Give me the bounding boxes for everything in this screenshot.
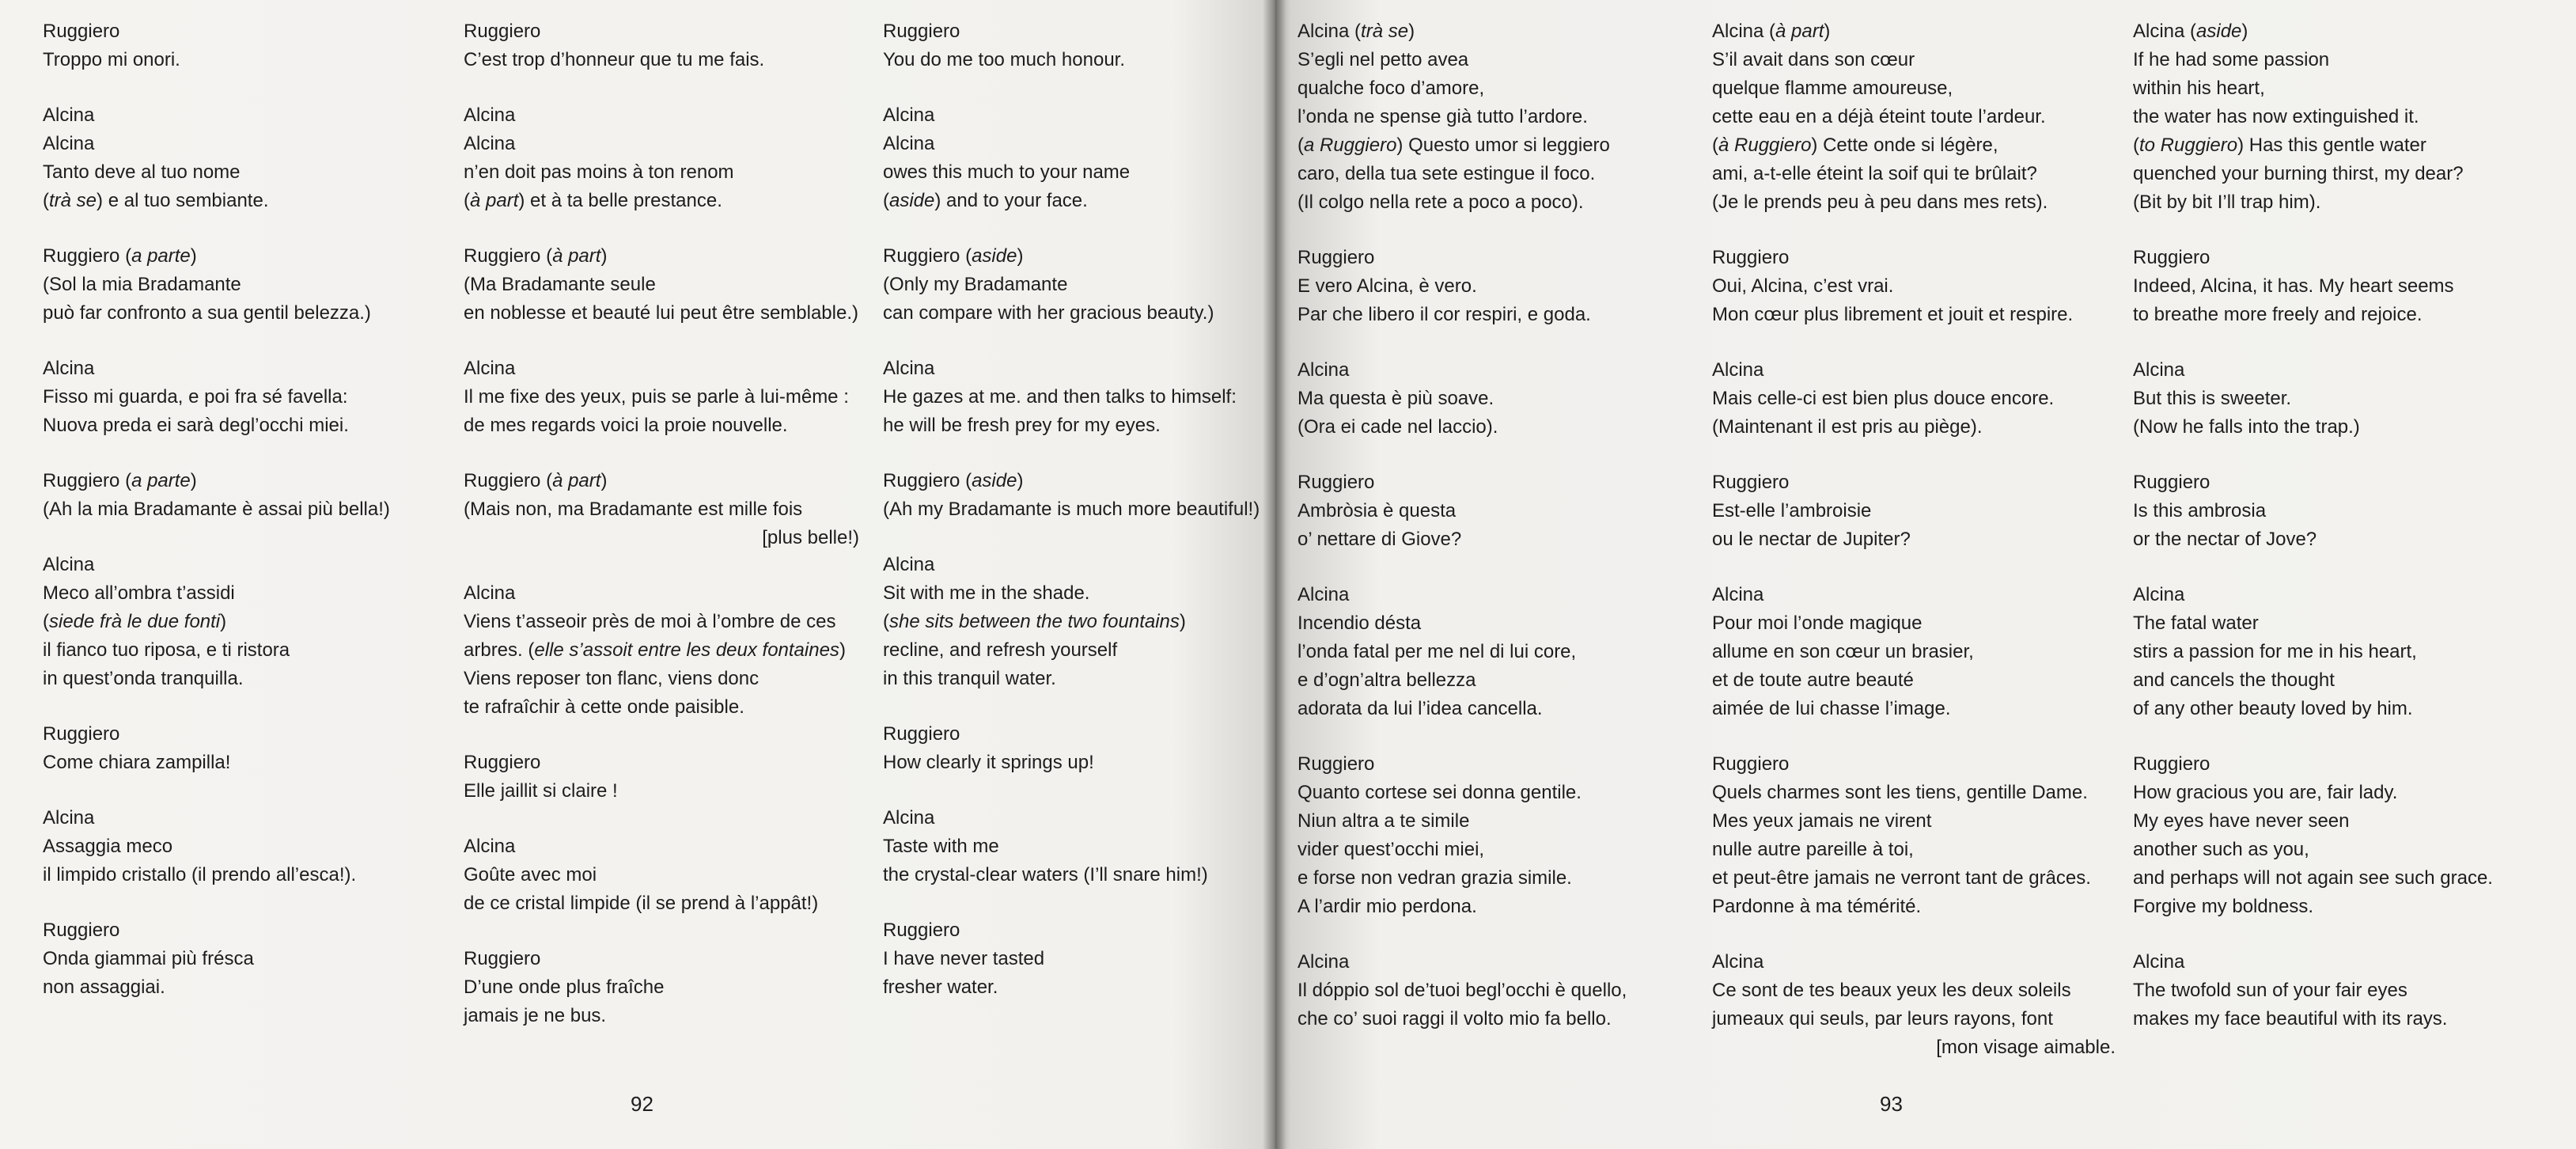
verse-line: Taste with me (883, 836, 999, 857)
verse-line: jamais je ne bus. (464, 1005, 607, 1026)
verse-line: Il me fixe des yeux, puis se parle à lui-même : (464, 386, 849, 408)
speaker-name: Alcina (2133, 951, 2185, 973)
speaker-name: Alcina (883, 807, 935, 829)
verse-line: nulle autre pareille à toi, (1712, 839, 1914, 860)
dialogue-block (43, 17, 446, 74)
verse-line: (to Ruggiero) Has this gentle water (2133, 135, 2426, 156)
verse-line: The fatal water (2133, 612, 2259, 634)
verse-line: He gazes at me. and then talks to himself: (883, 386, 1237, 408)
speaker-name: Ruggiero (1297, 247, 1375, 268)
verse-line: e forse non vedran grazia simile. (1297, 867, 1572, 889)
verse-line: But this is sweeter. (2133, 388, 2292, 409)
verse-line: Quels charmes sont les tiens, gentille Dame. (1712, 782, 2088, 803)
verse-line: or the nectar of Jove? (2133, 529, 2317, 550)
verse-line: Meco all’ombra t’assidi (43, 582, 235, 604)
speaker-name: Ruggiero (a parte) (43, 245, 197, 267)
verse-line: (aside) and to your face. (883, 190, 1088, 211)
dialogue-block (1297, 356, 1693, 442)
verse-line: Forgive my boldness. (2133, 896, 2314, 917)
dialogue-block (1712, 17, 2116, 217)
column-italian-right (1297, 17, 1693, 1060)
verse-line: de ce cristal limpide (il se prend à l’appât!) (464, 893, 819, 914)
verse-line: te rafraîchir à cette onde paisible. (464, 696, 744, 718)
dialogue-block (464, 467, 859, 552)
verse-line: in quest’onda tranquilla. (43, 668, 244, 689)
verse-line: non assaggiai. (43, 976, 165, 998)
page-number-right: 93 (1880, 1092, 1903, 1116)
verse-line: ou le nectar de Jupiter? (1712, 529, 1911, 550)
speaker-name: Ruggiero (2133, 472, 2210, 493)
dialogue-block (883, 804, 1263, 889)
verse-line: recline, and refresh yourself (883, 639, 1118, 661)
verse-line: l’onda ne spense già tutto l’ardore. (1297, 106, 1588, 127)
speaker-name: Alcina (1712, 584, 1764, 605)
verse-line: vider quest’occhi miei, (1297, 839, 1485, 860)
speaker-name: Ruggiero (à part) (464, 245, 608, 267)
speaker-name: Alcina (1297, 584, 1350, 605)
dialogue-block (883, 355, 1263, 440)
dialogue-block (464, 832, 859, 918)
speaker-name: Alcina (883, 104, 935, 126)
verse-line: The twofold sun of your fair eyes (2133, 980, 2407, 1001)
verse-line: il limpido cristallo (il prendo all’esca!). (43, 864, 357, 885)
verse-line: (Mais non, ma Bradamante est mille fois (464, 499, 803, 520)
speaker-name: Ruggiero (464, 948, 541, 969)
speaker-name: Alcina (trà se) (1297, 21, 1415, 42)
verse-line: E vero Alcina, è vero. (1297, 275, 1477, 297)
verse-line: and cancels the thought (2133, 669, 2335, 691)
verse-line: Tanto deve al tuo nome (43, 161, 241, 183)
verse-line: Est-elle l’ambroisie (1712, 500, 1872, 521)
dialogue-block (43, 916, 446, 1002)
verse-line: adorata da lui l’idea cancella. (1297, 698, 1543, 719)
verse-line: Onda giammai più fréscа (43, 948, 254, 969)
verse-line: D’une onde plus fraîche (464, 976, 665, 998)
verse-line: Pour moi l’onde magique (1712, 612, 1923, 634)
verse-line: You do me too much honour. (883, 49, 1125, 70)
verse-line: I have never tasted (883, 948, 1045, 969)
verse-line: (Maintenant il est pris au piège). (1712, 416, 1983, 438)
dialogue-block (464, 242, 859, 328)
dialogue-block (464, 17, 859, 74)
verse-line: the water has now extinguished it. (2133, 106, 2419, 127)
verse-line: Alcina (883, 133, 935, 154)
speaker-name: Ruggiero (à part) (464, 470, 608, 491)
verse-line: allume en son cœur un brasier, (1712, 641, 1974, 662)
speaker-name: Ruggiero (464, 21, 541, 42)
dialogue-block (1297, 581, 1693, 723)
dialogue-block (1297, 244, 1693, 329)
speaker-name: Alcina (43, 807, 95, 829)
speaker-name: Ruggiero (1297, 753, 1375, 775)
speaker-name: Ruggiero (1297, 472, 1375, 493)
verse-line: Ma questa è più soave. (1297, 388, 1494, 409)
verse-line: n’en doit pas moins à ton renom (464, 161, 734, 183)
verse-line: (Ah my Bradamante is much more beautiful!) (883, 499, 1260, 520)
verse-line: et peut-être jamais ne verront tant de grâces. (1712, 867, 2091, 889)
dialogue-block (43, 720, 446, 777)
verse-line: Mes yeux jamais ne virent (1712, 810, 1932, 832)
verse-line: can compare with her gracious beauty.) (883, 302, 1214, 324)
verse-line: A l’ardir mio perdona. (1297, 896, 1477, 917)
verse-line: the crystal-clear waters (I’ll snare him!) (883, 864, 1208, 885)
verse-line: of any other beauty loved by him. (2133, 698, 2413, 719)
dialogue-block (43, 242, 446, 328)
verse-line: (siede frà le due fonti) (43, 611, 227, 632)
speaker-name: Alcina (464, 836, 516, 857)
verse-line: Il dóppio sol de’tuoi begl’occhi è quello, (1297, 980, 1627, 1001)
dialogue-block (2133, 581, 2544, 723)
dialogue-block (2133, 244, 2544, 329)
speaker-name: Alcina (464, 582, 516, 604)
verse-line: (Ora ei cade nel laccio). (1297, 416, 1498, 438)
verse-line: ami, a-t-elle éteint la soif qui te brûlait? (1712, 163, 2037, 184)
verse-line: (Il colgo nella rete a poco a poco). (1297, 192, 1584, 213)
verse-line: within his heart, (2133, 78, 2265, 99)
column-english-left (883, 17, 1263, 1029)
verse-line: If he had some passion (2133, 49, 2330, 70)
verse-line: Niun altra a te simile (1297, 810, 1470, 832)
dialogue-block (883, 467, 1263, 524)
verse-line: de mes regards voici la proie nouvelle. (464, 415, 788, 436)
verse-line: qualche foco d’amore, (1297, 78, 1485, 99)
dialogue-block (883, 720, 1263, 777)
verse-line: Oui, Alcina, c’est vrai. (1712, 275, 1894, 297)
speaker-name: Ruggiero (883, 920, 960, 941)
verse-line: (Now he falls into the trap.) (2133, 416, 2360, 438)
column-french-right (1712, 17, 2116, 1089)
verse-line: Is this ambrosia (2133, 500, 2267, 521)
speaker-name: Ruggiero (2133, 753, 2210, 775)
verse-line: owes this much to your name (883, 161, 1131, 183)
speaker-name: Alcina (464, 358, 516, 379)
verse-line: [mon visage aimable. (1936, 1037, 2116, 1058)
verse-line: Quanto cortese sei donna gentile. (1297, 782, 1582, 803)
verse-line: Assaggia meco (43, 836, 173, 857)
verse-line: he will be fresh prey for my eyes. (883, 415, 1161, 436)
verse-line: (Ma Bradamante seule (464, 274, 656, 295)
dialogue-block (2133, 356, 2544, 442)
verse-line: [plus belle!) (762, 527, 859, 548)
verse-line: Mon cœur plus librement et jouit et respire. (1712, 304, 2074, 325)
verse-line: arbres. (elle s’assoit entre les deux fontaines) (464, 639, 846, 661)
verse-line: Elle jaillit si claire ! (464, 780, 618, 802)
verse-line: Nuova preda ei sarà degl’occhi miei. (43, 415, 349, 436)
dialogue-block (2133, 948, 2544, 1033)
dialogue-block (1297, 948, 1693, 1033)
dialogue-block (2133, 468, 2544, 554)
verse-line: o’ nettare di Giove? (1297, 529, 1462, 550)
verse-line: Alcina (464, 133, 516, 154)
dialogue-block (1712, 750, 2116, 921)
verse-line: S’il avait dans son cœur (1712, 49, 1915, 70)
dialogue-block (464, 101, 859, 215)
verse-line: jumeaux qui seuls, par leurs rayons, font (1712, 1008, 2053, 1030)
speaker-name: Alcina (à part) (1712, 21, 1831, 42)
verse-line: (Only my Bradamante (883, 274, 1068, 295)
speaker-name: Ruggiero (883, 21, 960, 42)
speaker-name: Ruggiero (a parte) (43, 470, 197, 491)
book-gutter (1263, 0, 1286, 1149)
speaker-name: Ruggiero (1712, 247, 1790, 268)
verse-line: Sit with me in the shade. (883, 582, 1090, 604)
speaker-name: Ruggiero (883, 723, 960, 745)
verse-line: (Bit by bit I’ll trap him). (2133, 192, 2321, 213)
verse-line: (à Ruggiero) Cette onde si légère, (1712, 135, 1998, 156)
verse-line: (Sol la mia Bradamante (43, 274, 241, 295)
verse-line: e d’ogn’altra bellezza (1297, 669, 1476, 691)
speaker-name: Alcina (2133, 359, 2185, 381)
verse-line: (she sits between the two fountains) (883, 611, 1186, 632)
verse-line: che co’ suoi raggi il volto mio fa bello. (1297, 1008, 1612, 1030)
verse-line: il fianco tuo riposa, e ti ristora (43, 639, 290, 661)
dialogue-block (2133, 750, 2544, 921)
verse-line: cette eau en a déjà éteint toute l’ardeur. (1712, 106, 2046, 127)
speaker-name: Alcina (1297, 359, 1350, 381)
dialogue-block (464, 945, 859, 1030)
speaker-name: Ruggiero (1712, 472, 1790, 493)
verse-line: Viens reposer ton flanc, viens donc (464, 668, 760, 689)
column-english-right (2133, 17, 2544, 1060)
dialogue-block (43, 101, 446, 215)
verse-line: C’est trop d’honneur que tu me fais. (464, 49, 765, 70)
dialogue-block (464, 749, 859, 806)
dialogue-block (883, 101, 1263, 215)
speaker-name: Ruggiero (43, 723, 120, 745)
speaker-name: Alcina (43, 104, 95, 126)
speaker-name: Ruggiero (aside) (883, 470, 1024, 491)
speaker-name: Ruggiero (464, 752, 541, 773)
verse-line: in this tranquil water. (883, 668, 1056, 689)
verse-line: My eyes have never seen (2133, 810, 2350, 832)
verse-line: l’onda fatal per me nel di lui core, (1297, 641, 1577, 662)
verse-line: Par che libero il cor respiri, e goda. (1297, 304, 1591, 325)
verse-line: (trà se) e al tuo sembiante. (43, 190, 269, 211)
column-italian-left (43, 17, 446, 1029)
speaker-name: Ruggiero (43, 920, 120, 941)
dialogue-block (883, 551, 1263, 693)
speaker-name: Ruggiero (43, 21, 120, 42)
speaker-name: Ruggiero (2133, 247, 2210, 268)
speaker-name: Alcina (464, 104, 516, 126)
dialogue-block (1712, 948, 2116, 1062)
speaker-name: Alcina (aside) (2133, 21, 2248, 42)
speaker-name: Ruggiero (aside) (883, 245, 1024, 267)
verse-line: Viens t’asseoir près de moi à l’ombre de ces (464, 611, 836, 632)
verse-line: Fisso mi guarda, e poi fra sé favella: (43, 386, 348, 408)
verse-line: Troppo mi onori. (43, 49, 180, 70)
verse-line: quelque flamme amoureuse, (1712, 78, 1953, 99)
dialogue-block (2133, 17, 2544, 217)
verse-line: quenched your burning thirst, my dear? (2133, 163, 2464, 184)
verse-line: stirs a passion for me in his heart, (2133, 641, 2417, 662)
page-number-left: 92 (631, 1092, 653, 1116)
verse-line: (Ah la mia Bradamante è assai più bella!) (43, 499, 390, 520)
verse-line: Indeed, Alcina, it has. My heart seems (2133, 275, 2454, 297)
dialogue-block (1712, 244, 2116, 329)
speaker-name: Alcina (883, 554, 935, 575)
speaker-name: Alcina (43, 358, 95, 379)
verse-line: to breathe more freely and rejoice. (2133, 304, 2423, 325)
verse-line: en noblesse et beauté lui peut être semblable.) (464, 302, 858, 324)
verse-line: (à part) et à ta belle prestance. (464, 190, 722, 211)
column-french-left (464, 17, 859, 1057)
speaker-name: Alcina (43, 554, 95, 575)
dialogue-block (1297, 750, 1693, 921)
dialogue-block (43, 467, 446, 524)
verse-line: Alcina (43, 133, 95, 154)
verse-line: and perhaps will not again see such grace. (2133, 867, 2493, 889)
dialogue-block (464, 579, 859, 722)
verse-line: How clearly it springs up! (883, 752, 1094, 773)
verse-line: makes my face beautiful with its rays. (2133, 1008, 2448, 1030)
dialogue-block (43, 355, 446, 440)
speaker-name: Alcina (883, 358, 935, 379)
verse-line: et de toute autre beauté (1712, 669, 1914, 691)
verse-line: S’egli nel petto avea (1297, 49, 1469, 70)
dialogue-block (1712, 356, 2116, 442)
dialogue-block (883, 916, 1263, 1002)
dialogue-block (1712, 581, 2116, 723)
verse-line: Ambròsia è questa (1297, 500, 1457, 521)
verse-line: (Je le prends peu à peu dans mes rets). (1712, 192, 2048, 213)
verse-line: Mais celle-ci est bien plus douce encore. (1712, 388, 2055, 409)
dialogue-block (43, 804, 446, 889)
dialogue-block (883, 242, 1263, 328)
dialogue-block (1297, 17, 1693, 217)
dialogue-block (1712, 468, 2116, 554)
verse-line: Goûte avec moi (464, 864, 597, 885)
verse-line: Come chiara zampilla! (43, 752, 231, 773)
verse-line: fresher water. (883, 976, 998, 998)
dialogue-block (883, 17, 1263, 74)
dialogue-block (464, 355, 859, 440)
speaker-name: Alcina (2133, 584, 2185, 605)
speaker-name: Alcina (1712, 359, 1764, 381)
verse-line: (a Ruggiero) Questo umor si leggiero (1297, 135, 1610, 156)
verse-line: può far confronto a sua gentil belezza.) (43, 302, 371, 324)
verse-line: How gracious you are, fair lady. (2133, 782, 2398, 803)
verse-line: aimée de lui chasse l’image. (1712, 698, 1951, 719)
verse-line: Ce sont de tes beaux yeux les deux soleils (1712, 980, 2071, 1001)
verse-line: Pardonne à ma témérité. (1712, 896, 1922, 917)
speaker-name: Alcina (1712, 951, 1764, 973)
dialogue-block (1297, 468, 1693, 554)
verse-line: another such as you, (2133, 839, 2309, 860)
speaker-name: Alcina (1297, 951, 1350, 973)
dialogue-block (43, 551, 446, 693)
verse-line: Incendio désta (1297, 612, 1422, 634)
verse-line: caro, della tua sete estingue il foco. (1297, 163, 1596, 184)
speaker-name: Ruggiero (1712, 753, 1790, 775)
